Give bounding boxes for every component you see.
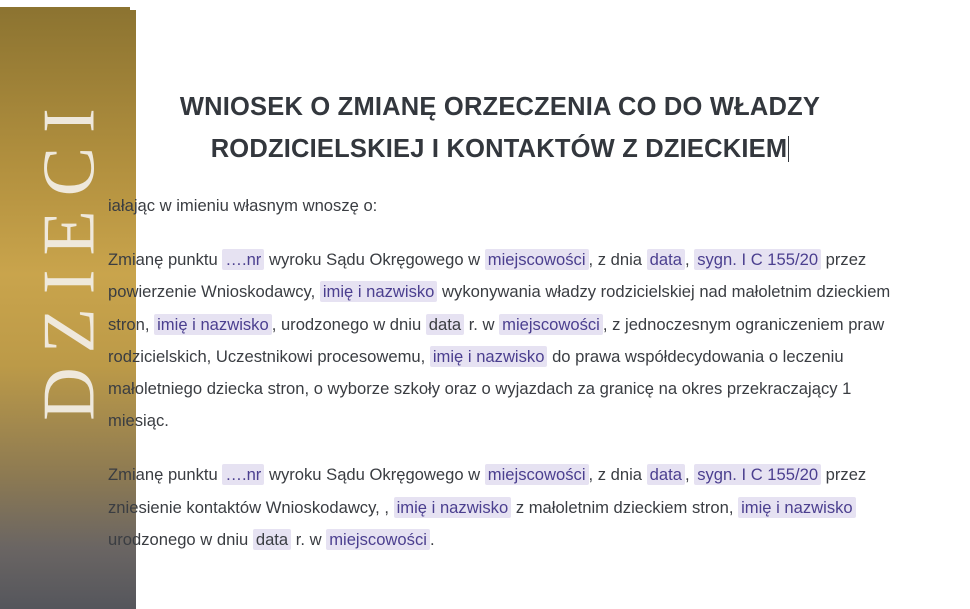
- p1-text-4: ,: [684, 250, 690, 270]
- p1-field-sygnatura[interactable]: sygn. I C 155/20: [694, 249, 821, 270]
- p2-text-9: .: [429, 529, 435, 549]
- p2-text-6: z małoletnim dzieckiem stron,: [511, 497, 739, 517]
- paragraph-1: [108, 244, 898, 437]
- p1-field-miejscowosc-2[interactable]: miejscowości: [499, 314, 603, 335]
- p1-text-1: Zmianę punktu: [108, 250, 223, 270]
- p2-text-8: r. w: [291, 529, 327, 549]
- p1-field-miejscowosc-1[interactable]: miejscowości: [485, 249, 589, 270]
- intro-paragraph: [108, 190, 898, 222]
- p1-text-10: do prawa współdecydowania o leczeniu małoletniego dziecka stron, o wyborze szkoły oraz o wyjazdach za granicę na okres przekraczający 1 miesiąc.: [108, 346, 852, 431]
- title-line-1: WNIOSEK O ZMIANĘ ORZECZENIA CO DO WŁADZY: [179, 93, 821, 121]
- p2-text-3: , z dnia: [588, 465, 647, 485]
- p1-field-punkt-nr[interactable]: ….nr: [222, 249, 264, 270]
- p2-field-miejscowosc-1[interactable]: miejscowości: [485, 464, 589, 485]
- p1-field-data-1[interactable]: data: [647, 249, 685, 270]
- p2-text-7: urodzonego w dniu: [108, 529, 253, 549]
- p2-field-imie-nazwisko-1[interactable]: imię i nazwisko: [394, 497, 512, 518]
- p1-text-5: przez powierzenie Wnioskodawcy,: [108, 250, 867, 302]
- intro-text: iałając w imieniu własnym wnoszę o:: [108, 196, 378, 215]
- p1-field-imie-nazwisko-1[interactable]: imię i nazwisko: [320, 281, 438, 302]
- p1-text-8: r. w: [464, 314, 500, 334]
- text-cursor: [788, 136, 789, 162]
- p2-text-1: Zmianę punktu: [108, 465, 223, 485]
- p2-field-data-1[interactable]: data: [647, 464, 685, 485]
- p1-text-6: wykonywania władzy rodzicielskiej nad małoletnim dzieckiem stron,: [108, 282, 891, 334]
- side-band-label: DZIECI: [28, 94, 111, 421]
- paragraph-2: [108, 459, 898, 556]
- p2-field-punkt-nr[interactable]: ….nr: [222, 464, 264, 485]
- p2-text-5: przez zniesienie kontaktów Wnioskodawcy, ,: [108, 465, 867, 517]
- p2-field-miejscowosc-2[interactable]: miejscowości: [326, 529, 430, 550]
- p2-field-sygnatura[interactable]: sygn. I C 155/20: [694, 464, 821, 485]
- title-line-2: RODZICIELSKIEJ I KONTAKTÓW Z DZIECKIEM: [210, 135, 788, 163]
- p1-text-7: , urodzonego w dniu: [271, 314, 426, 334]
- p1-text-2: wyroku Sądu Okręgowego w: [264, 250, 485, 270]
- p1-text-3: , z dnia: [588, 250, 647, 270]
- p2-field-data-2[interactable]: data: [253, 529, 291, 550]
- p1-field-data-2[interactable]: data: [426, 314, 464, 335]
- page-title: [120, 86, 880, 170]
- p2-field-imie-nazwisko-2[interactable]: imię i nazwisko: [738, 497, 856, 518]
- document-body: [108, 190, 898, 578]
- p1-text-9: , z jednoczesnym ograniczeniem praw rodzicielskich, Uczestnikowi procesowemu,: [108, 314, 885, 366]
- p2-text-4: ,: [684, 465, 690, 485]
- p1-field-imie-nazwisko-3[interactable]: imię i nazwisko: [430, 346, 548, 367]
- p2-text-2: wyroku Sądu Okręgowego w: [264, 465, 485, 485]
- p1-field-imie-nazwisko-2[interactable]: imię i nazwisko: [154, 314, 272, 335]
